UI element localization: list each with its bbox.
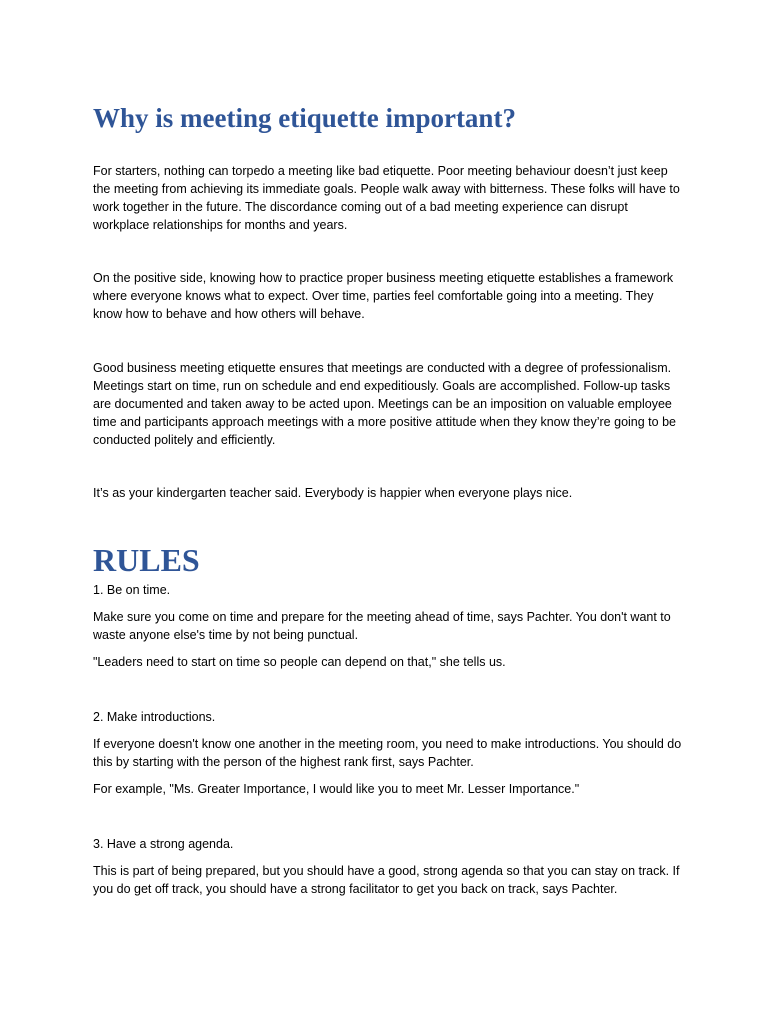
rule-2-paragraph-2: For example, "Ms. Greater Importance, I would like you to meet Mr. Lesser Importance."	[93, 782, 580, 796]
rule-2-heading: 2. Make introductions.	[93, 710, 216, 724]
intro-paragraph-4: It’s as your kindergarten teacher said. Everybody is happier when everyone plays nice.	[93, 486, 573, 500]
rule-1-paragraph-2: "Leaders need to start on time so people can depend on that," she tells us.	[93, 655, 506, 669]
intro-paragraph-1: For starters, nothing can torpedo a meeting like bad etiquette. Poor meeting behaviour doesn’t just keep the meeting from achieving its immediate goals. People walk away with bitterness. These folks will have to work together in the future. The discordance coming out of a bad meeting experience can disrupt workplace relationships for months and years.	[93, 164, 680, 232]
rule-1-heading: 1. Be on time.	[93, 583, 171, 597]
rule-3-paragraph-1: This is part of being prepared, but you should have a good, strong agenda so that you can stay on track. If you do get off track, you should have a strong facilitator to get you back on track, says Pachter.	[93, 864, 680, 896]
rule-3-heading: 3. Have a strong agenda.	[93, 837, 234, 851]
rule-2-paragraph-1: If everyone doesn't know one another in the meeting room, you need to make introductions. You should do this by starting with the person of the highest rank first, says Pachter.	[93, 737, 682, 769]
section-title-rules: RULES	[93, 542, 200, 578]
section-title-meeting-etiquette: Why is meeting etiquette important?	[93, 103, 516, 133]
intro-paragraph-3: Good business meeting etiquette ensures that meetings are conducted with a degree of professionalism. Meetings start on time, run on schedule and end expeditiously. Goals are accomplished. Follow-up tasks are documented and taken away to be acted upon. Meetings can be an imposition on valuable employee time and participants approach meetings with a more positive attitude when they know they’re going to be conducted politely and efficiently.	[93, 361, 676, 447]
intro-paragraph-2: On the positive side, knowing how to practice proper business meeting etiquette establishes a framework where everyone knows what to expect. Over time, parties feel comfortable going into a meeting. They know how to behave and how others will behave.	[93, 271, 674, 321]
rule-1-paragraph-1: Make sure you come on time and prepare for the meeting ahead of time, says Pachter. You don't want to waste anyone else's time by not being punctual.	[93, 610, 671, 642]
